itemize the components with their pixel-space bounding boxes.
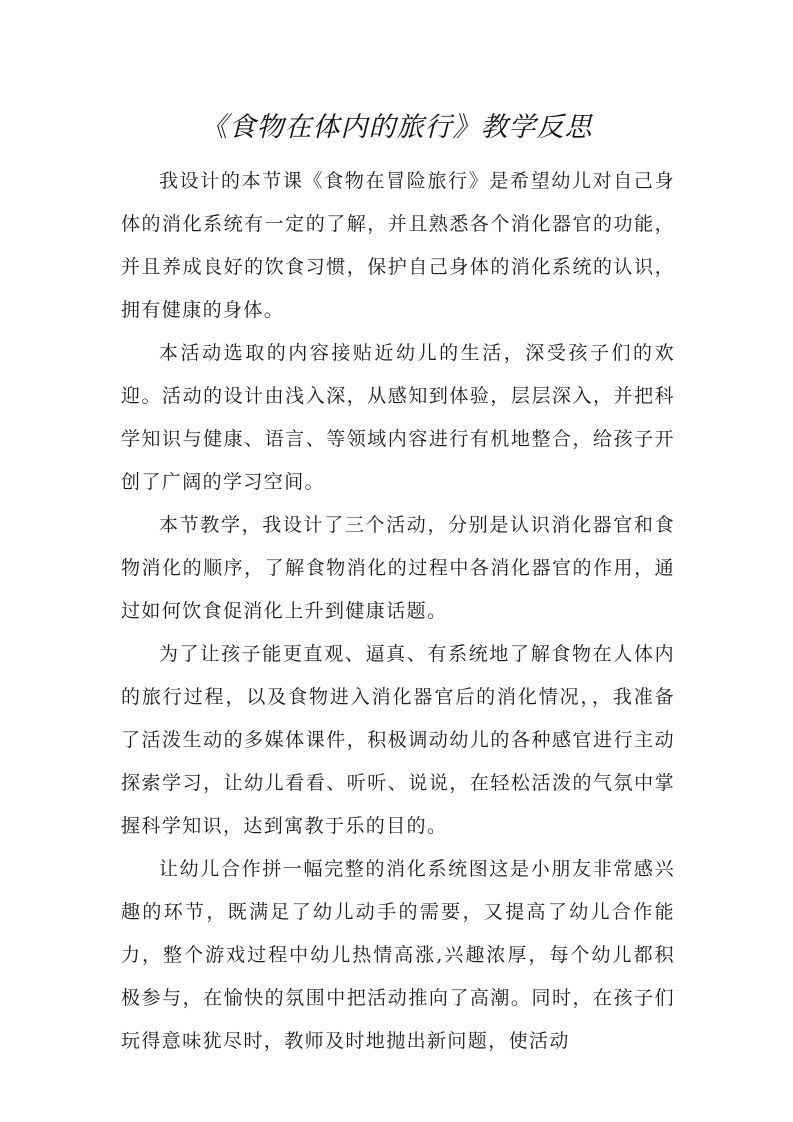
document-body: [121, 160, 675, 1063]
paragraph-3: 本节教学，我设计了三个活动，分别是认识消化器官和食物消化的顺序，了解食物消化的过程中各消化器官的作用，通过如何饮食促消化上升到健康话题。: [121, 514, 675, 622]
paragraph-1: 我设计的本节课《食物在冒险旅行》是希望幼儿对自己身体的消化系统有一定的了解，并且熟悉各个消化器官的功能，并且养成良好的饮食习惯，保护自己身体的消化系统的认识，拥有健康的身体。: [121, 170, 675, 321]
paragraph-5: 让幼儿合作拼一幅完整的消化系统图这是小朋友非常感兴趣的环节，既满足了幼儿动手的需要，又提高了幼儿合作能力，整个游戏过程中幼儿热情高涨,兴趣浓厚，每个幼儿都积极参与，在愉快的氛围中把活动推向了高潮。同时，在孩子们玩得意味犹尽时，教师及时地抛出新问题，使活动: [121, 858, 675, 1052]
paragraph-2: 本活动选取的内容接贴近幼儿的生活，深受孩子们的欢迎。活动的设计由浅入深，从感知到体验，层层深入，并把科学知识与健康、语言、等领域内容进行有机地整合，给孩子开创了广阔的学习空间。: [121, 342, 675, 493]
page-title: 《食物在体内的旅行》教学反思: [200, 112, 593, 143]
paragraph-4: 为了让孩子能更直观、逼真、有系统地了解食物在人体内的旅行过程，以及食物进入消化器官后的消化情况，，我准备了活泼生动的多媒体课件，积极调动幼儿的各种感官进行主动探索学习，让幼儿看看、听听、说说，在轻松活泼的气氛中掌握科学知识，达到寓教于乐的目的。: [121, 643, 675, 837]
